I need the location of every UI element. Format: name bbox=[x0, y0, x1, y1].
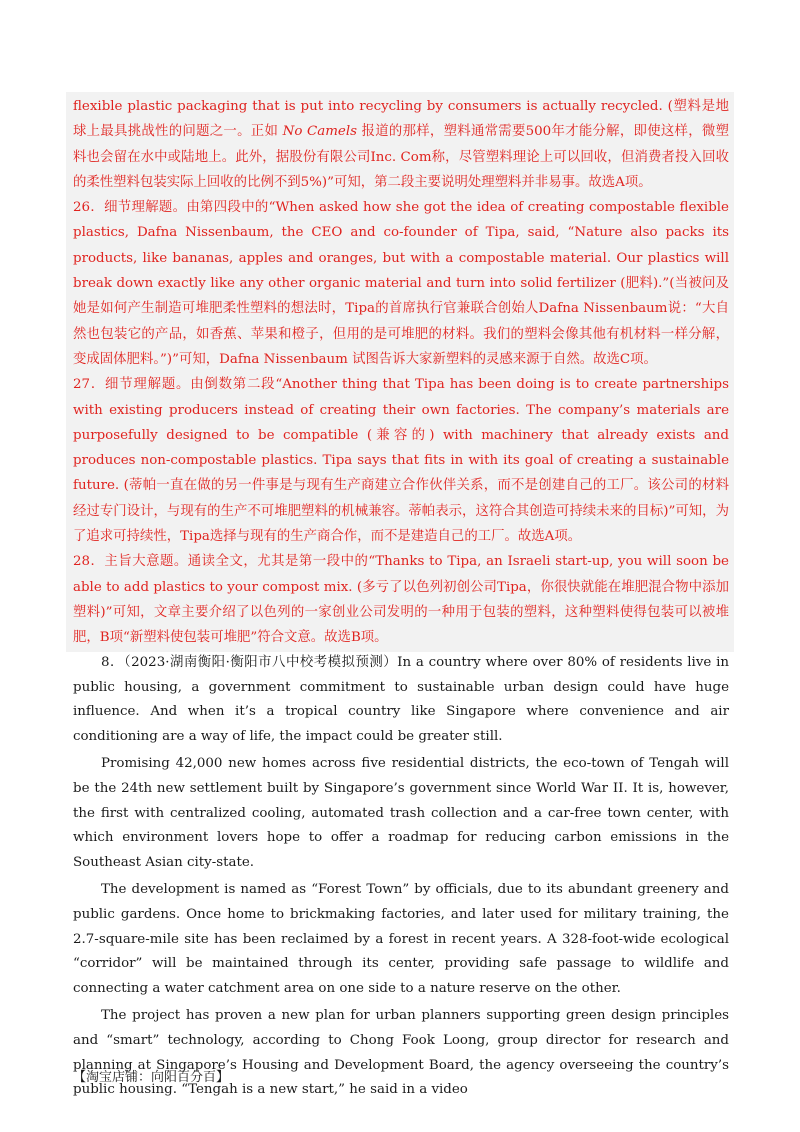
answer-paragraph-continued bbox=[73, 94, 729, 195]
answer-section bbox=[73, 94, 729, 651]
answer-text-part-a: flexible plastic packaging that is put into recycling by consumers is actually recycled. (塑料是地球上最具挑战性的问题之一。正如 bbox=[73, 99, 729, 140]
source-name: No Camels bbox=[282, 124, 357, 140]
reading-passage bbox=[73, 651, 729, 1106]
passage-paragraph-3: The development is named as “Forest Town” by officials, due to its abundant greenery and public gardens. Once home to brickmaking factories, and later used for military training, the 2.7-square-mile site has been reclaimed by a forest in recent years. A 328-foot-wide ecological “corridor” will be maintained through its center, providing safe passage to wildlife and connecting a water catchment area on one side to a nature reserve on the other. bbox=[73, 882, 729, 996]
passage-paragraph-2: Promising 42,000 new homes across five residential districts, the eco-town of Tengah will be the 24th new settlement built by Singapore’s government since World War II. It is, however, the first with centralized cooling, automated trash collection and a car-free town center, with which environment lovers hope to offer a roadmap for reducing carbon emissions in the Southeast Asian city-state. bbox=[73, 756, 729, 870]
passage-paragraph-1: 8．（2023·湖南衡阳·衡阳市八中校考模拟预测）In a country where over 80% of residents live in public housing, a government commitment to sustainable urban design could have huge influence. And when it’s a tropical country like Singapore where convenience and air conditioning are a way of life, the impact could be greater still. bbox=[73, 655, 729, 744]
answer-text-part-b: 报道的那样，塑料通常需要500年才能分解，即使这样，微塑料也会留在水中或陆地上。此外，据股份有限公司Inc. Com称，尽管塑料理论上可以回收，但消费者投入回收的柔性塑料包装实际上回收的比例不到5%)”可知，第二段主要说明处理塑料并非易事。故选A项。 bbox=[73, 124, 729, 190]
passage-paragraph-4: The project has proven a new plan for urban planners supporting green design principles and “smart” technology, according to Chong Fook Loong, group director for research and planning at Singapore’s Housing and Development Board, the agency overseeing the country’s public housing. “Tengah is a new start,” he said in a video bbox=[73, 1008, 729, 1098]
page-footer bbox=[73, 1068, 229, 1088]
answer-26: 26．细节理解题。由第四段中的“When asked how she got the idea of creating compostable flexible plastics, Dafna Nissenbaum, the CEO and co-founder of Tipa, said, “Nature also packs its products, like bananas, apples and oranges, but with a compostable material. Our plastics will break down exactly like any other organic material and turn into solid fertilizer (肥料).”(当被问及她是如何产生制造可堆肥柔性塑料的想法时，Tipa的首席执行官兼联合创始人Dafna Nissenbaum说：“大自然也包装它的产品，如香蕉、苹果和橙子，但用的是可堆肥的材料。我们的塑料会像其他有机材料一样分解，变成固体肥料。”)”可知，Dafna Nissenbaum 试图告诉大家新塑料的灵感来源于自然。故选C项。 bbox=[73, 200, 729, 367]
shop-label: 【淘宝店铺：向阳百分百】 bbox=[73, 1070, 230, 1085]
answer-27: 27．细节理解题。由倒数第二段“Another thing that Tipa has been doing is to create partnerships with existing producers instead of creating their own factories. The company’s materials are purposefully designed to be compatible (兼容的) with machinery that already exists and produces non-compostable plastics. Tipa says that fits in with its goal of creating a sustainable future. (蒂帕一直在做的另一件事是与现有生产商建立合作伙伴关系，而不是创建自己的工厂。该公司的材料经过专门设计，与现有的生产不可堆肥塑料的机械兼容。蒂帕表示，这符合其创造可持续未来的目标)”可知，为了追求可持续性，Tipa选择与现有的生产商合作，而不是建造自己的工厂。故选A项。 bbox=[73, 377, 729, 545]
answer-28: 28．主旨大意题。通读全文，尤其是第一段中的“Thanks to Tipa, an Israeli start-up, you will soon be able to add plastics to your compost mix. (多亏了以色列初创公司Tipa，你很快就能在堆肥混合物中添加塑料)”可知，文章主要介绍了以色列的一家创业公司发明的一种用于包装的塑料，这种塑料使得包装可以被堆肥，B项“新塑料使包装可堆肥”符合文意。故选B项。 bbox=[73, 554, 729, 646]
